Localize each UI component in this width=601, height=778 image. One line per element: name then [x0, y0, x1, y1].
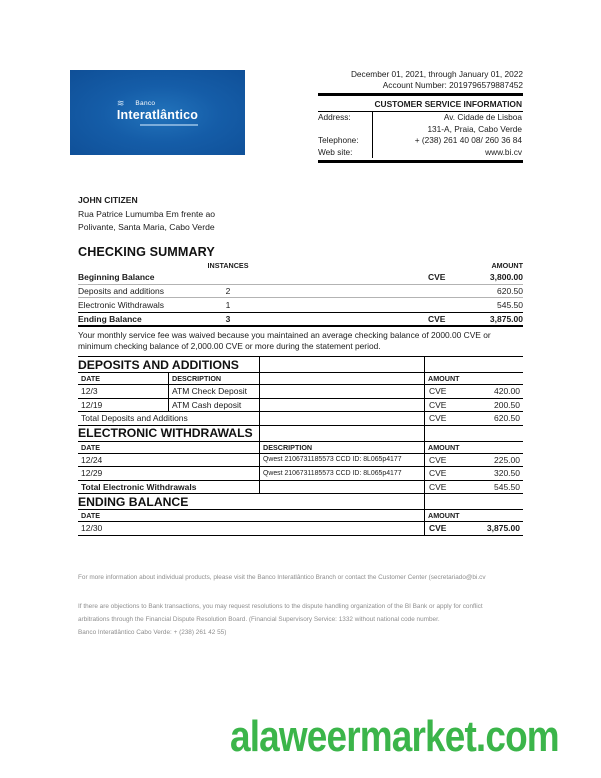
amount-cell	[424, 385, 523, 398]
summary-row-beginning-balance: Beginning Balance CVE 3,800.00	[78, 271, 523, 285]
amount-value: 200.50	[494, 399, 520, 410]
description-column-header: DESCRIPTION	[259, 442, 424, 453]
recipient-address-line2: Polivante, Santa Maria, Cabo Verde	[78, 222, 215, 232]
bank-logo	[70, 70, 245, 155]
description-cell: ATM Cash deposit	[168, 399, 259, 412]
instances-column-header: INSTANCES	[207, 261, 249, 270]
withdrawal-row	[78, 467, 523, 481]
recipient-address-line1: Rua Patrice Lumumba Em frente ao	[78, 208, 216, 219]
withdrawals-title: ELECTRONIC WITHDRAWALS	[78, 426, 253, 441]
summary-header-row	[78, 259, 523, 271]
amount-cell	[424, 481, 523, 494]
account-number-line: Account Number: 2019796579887452	[382, 80, 523, 90]
info-row-address	[318, 112, 523, 124]
deposits-total-row	[78, 412, 523, 426]
deposits-title: DEPOSITS AND ADDITIONS	[78, 357, 239, 372]
currency-code: CVE	[429, 413, 447, 424]
amount-value: 545.50	[494, 481, 520, 492]
amount-cell	[424, 467, 523, 480]
info-value: 131-A, Praia, Cabo Verde	[372, 124, 523, 136]
logo-tagline-bar	[140, 124, 198, 126]
description-cell: Qwest 2106731185573 CCD ID: 8L065p4177	[259, 467, 424, 480]
service-fee-note: Your monthly service fee was waived because you maintained an average checking balance of 2000.00 CVE or minimum checking balance of 2,000.00 CVE or more during the statement period.	[78, 327, 523, 358]
info-row-address2	[318, 124, 523, 136]
date-cell: 12/3	[81, 386, 98, 397]
info-label: Address:	[318, 112, 351, 122]
currency-code: CVE	[429, 481, 447, 492]
amount-column-header: AMOUNT	[424, 442, 523, 453]
footer-line: Banco Interatlântico Cabo Verde: + (238) 261 42 55)	[78, 629, 227, 636]
wave-icon	[117, 99, 125, 108]
info-value: + (238) 261 40 08/ 260 36 84	[372, 135, 523, 147]
info-label: Telephone:	[318, 135, 359, 145]
amount-cell	[424, 399, 523, 412]
date-cell: 12/30	[81, 523, 103, 534]
deposit-row	[78, 399, 523, 413]
deposit-row	[78, 385, 523, 399]
date-cell: 12/19	[81, 399, 103, 410]
statement-period: December 01, 2021, through January 01, 2022	[350, 69, 523, 79]
amount-value: 420.00	[494, 386, 520, 397]
description-cell: ATM Check Deposit	[168, 385, 259, 398]
amount-column-header: AMOUNT	[491, 261, 523, 270]
currency-code: CVE	[429, 399, 447, 410]
total-label: Total Electronic Withdrawals	[81, 481, 197, 492]
deposits-section-title-row	[78, 357, 523, 373]
ending-balance-header-row	[78, 510, 523, 522]
logo-bank-name: Interatlântico	[116, 107, 199, 122]
amount-cell	[424, 522, 523, 535]
description-column-header: DESCRIPTION	[168, 373, 259, 384]
logo-banco-text: Banco	[135, 100, 156, 108]
amount-value: 225.00	[494, 454, 520, 465]
amount-value: 620.50	[497, 285, 523, 296]
checking-summary-title: CHECKING SUMMARY	[78, 245, 215, 259]
statement-body	[78, 245, 523, 536]
footer-line: For more information about individual products, please visit the Banco Interatlântico Branch or contact the Customer Center (secretariado@bi.cv	[78, 574, 486, 581]
bank-logo-lockup	[117, 99, 198, 127]
withdrawals-header-row	[78, 442, 523, 454]
summary-row-withdrawals: Electronic Withdrawals 1 545.50	[78, 299, 523, 310]
amount-value: 620.50	[494, 413, 520, 424]
withdrawals-total-row	[78, 481, 523, 495]
total-label: Total Deposits and Additions	[81, 413, 188, 424]
withdrawal-row	[78, 454, 523, 468]
info-label: Web site:	[318, 146, 353, 157]
currency-code: CVE	[429, 454, 447, 465]
amount-column-header: AMOUNT	[424, 373, 523, 384]
amount-value: 3,875.00	[489, 313, 523, 324]
info-label	[318, 124, 372, 136]
currency-code: CVE	[429, 468, 447, 479]
amount-cell	[424, 412, 523, 425]
summary-row-ending-balance: Ending Balance 3 CVE 3,875.00	[78, 312, 523, 327]
ending-balance-title: ENDING BALANCE	[78, 494, 189, 509]
recipient-name: JOHN CITIZEN	[78, 195, 138, 205]
info-row-telephone	[318, 135, 523, 147]
info-value: Av. Cidade de Lisboa	[372, 112, 523, 124]
currency-code: CVE	[428, 313, 446, 324]
date-column-header: DATE	[81, 442, 101, 452]
ending-balance-row	[78, 522, 523, 536]
info-row-website	[318, 147, 523, 159]
customer-service-panel	[318, 69, 523, 163]
currency-code: CVE	[428, 272, 446, 283]
currency-code: CVE	[429, 523, 447, 534]
summary-row-deposits: Deposits and additions 2 620.50	[78, 285, 523, 299]
customer-service-rows	[318, 112, 523, 158]
date-cell: 12/24	[81, 454, 103, 465]
date-column-header: DATE	[81, 374, 101, 384]
amount-column-header: AMOUNT	[424, 510, 523, 521]
footer-line: arbitrations through the Financial Dispute Resolution Board. (Financial Supervisory Service: 1332 without national code number.	[78, 616, 440, 623]
description-cell: Qwest 2106731185573 CCD ID: 8L065p4177	[259, 454, 424, 467]
amount-value: 320.50	[494, 468, 520, 479]
divider-thick	[318, 160, 523, 163]
customer-service-title: CUSTOMER SERVICE INFORMATION	[374, 99, 522, 109]
watermark-text: alaweermarket.com	[230, 712, 559, 761]
amount-cell	[424, 454, 523, 467]
currency-code: CVE	[429, 386, 447, 397]
ending-balance-title-row	[78, 494, 523, 510]
date-cell: 12/29	[81, 468, 103, 479]
amount-value: 545.50	[497, 299, 523, 310]
withdrawals-section-title-row	[78, 426, 523, 442]
footer-disclosures	[78, 571, 548, 639]
amount-value: 3,800.00	[489, 272, 523, 283]
footer-line: If there are objections to Bank transactions, you may request resolutions to the dispute handling organization of the BI Bank or apply for conflict	[78, 603, 483, 610]
date-column-header: DATE	[81, 511, 101, 521]
amount-value: 3,875.00	[486, 523, 520, 534]
info-value-website: www.bi.cv	[372, 147, 523, 159]
deposits-header-row	[78, 373, 523, 385]
recipient-block	[78, 194, 215, 235]
